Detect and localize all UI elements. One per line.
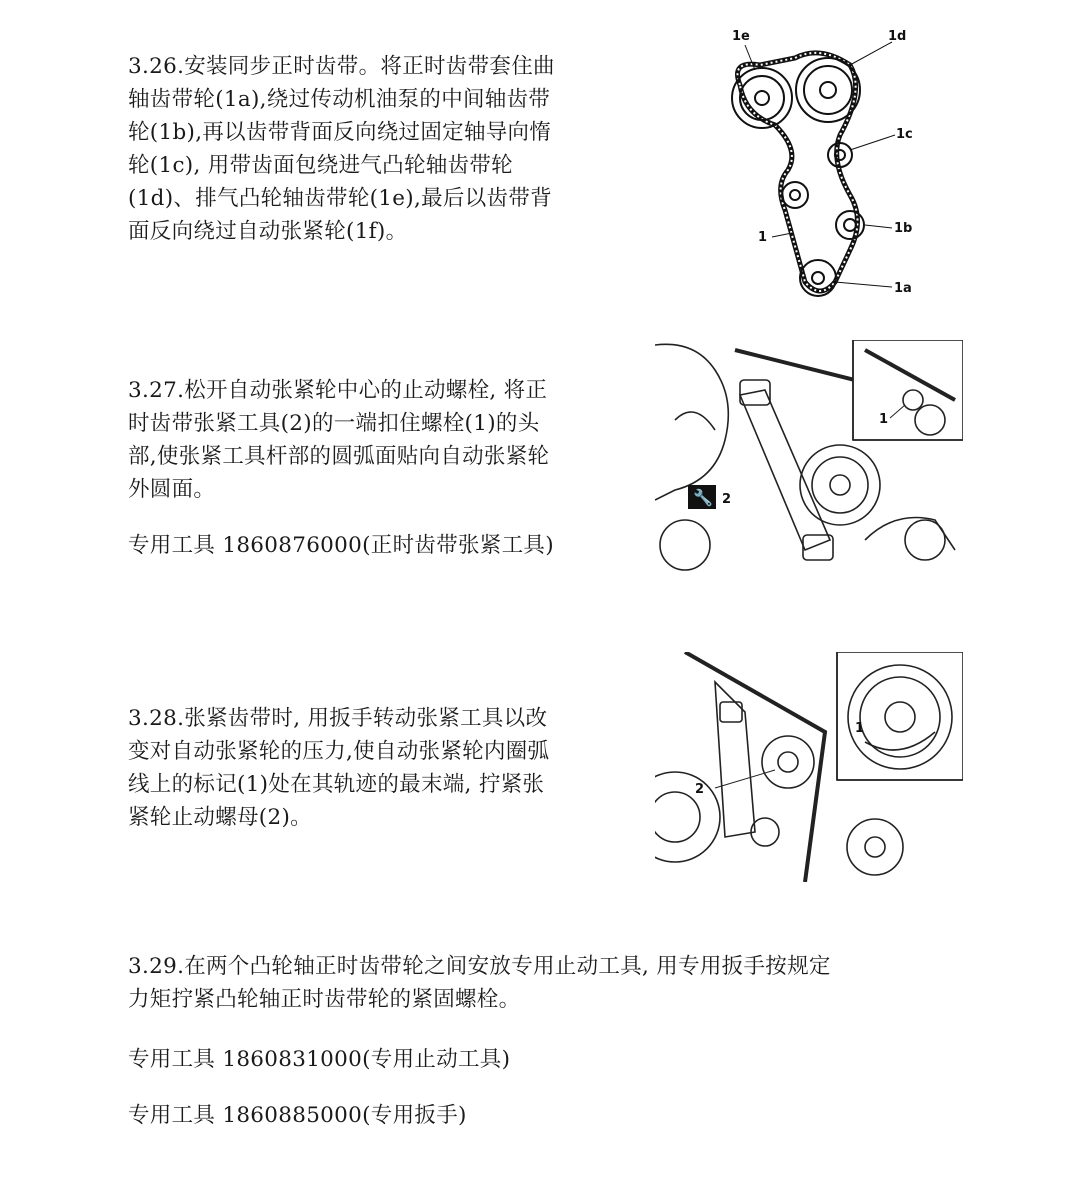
label-2: 2 bbox=[695, 782, 705, 797]
timing-belt-routing-diagram bbox=[700, 20, 950, 305]
step-3-27-tool: 专用工具 1860876000(正时齿带张紧工具) bbox=[128, 533, 554, 558]
step-3-28-text: 3.28.张紧齿带时, 用扳手转动张紧工具以改 变对自动张紧轮的压力,使自动张紧轮内圈弧 线上的标记(1)处在其轨迹的最末端, 拧紧张 紧轮止动螺母(2)。 bbox=[128, 706, 550, 830]
step-3-29-tool-2: 专用工具 1860885000(专用扳手) bbox=[128, 1103, 467, 1128]
wrench-icon: 🔧 bbox=[693, 488, 713, 507]
label-1e: 1e bbox=[732, 29, 750, 44]
step-3-27-text: 3.27.松开自动张紧轮中心的止动螺栓, 将正 时齿带张紧工具(2)的一端扣住螺栓(1)的头 部,使张紧工具杆部的圆弧面贴向自动张紧轮 外圆面。 bbox=[128, 378, 550, 502]
label-1: 1 bbox=[758, 230, 768, 245]
step-3-29-text: 3.29.在两个凸轮轴正时齿带轮之间安放专用止动工具, 用专用扳手按规定 力矩拧紧凸轮轴正时齿带轮的紧固螺栓。 bbox=[128, 954, 831, 1012]
label-1d: 1d bbox=[888, 29, 907, 44]
label-1: 1 bbox=[879, 412, 889, 427]
label-1: 1 bbox=[855, 721, 865, 736]
label-1b: 1b bbox=[894, 221, 913, 236]
step-3-29-tool-1: 专用工具 1860831000(专用止动工具) bbox=[128, 1047, 511, 1072]
label-2: 2 bbox=[722, 492, 732, 507]
label-1c: 1c bbox=[896, 127, 913, 142]
tensioner-tool-illustration bbox=[655, 340, 963, 572]
label-1a: 1a bbox=[894, 281, 912, 296]
step-3-26-text: 3.26.安装同步正时齿带。将正时齿带套住曲 轴齿带轮(1a),绕过传动机油泵的中间轴齿带 轮(1b),再以齿带背面反向绕过固定轴导向惰 轮(1c), 用带齿面包绕进气凸轮轴齿带轮 (1d)、排气凸轮轴齿带轮(1e),最后以齿带背 面反向绕过自动张紧轮(1f)。 bbox=[128, 54, 555, 244]
tensioner-adjustment-illustration bbox=[655, 652, 963, 882]
